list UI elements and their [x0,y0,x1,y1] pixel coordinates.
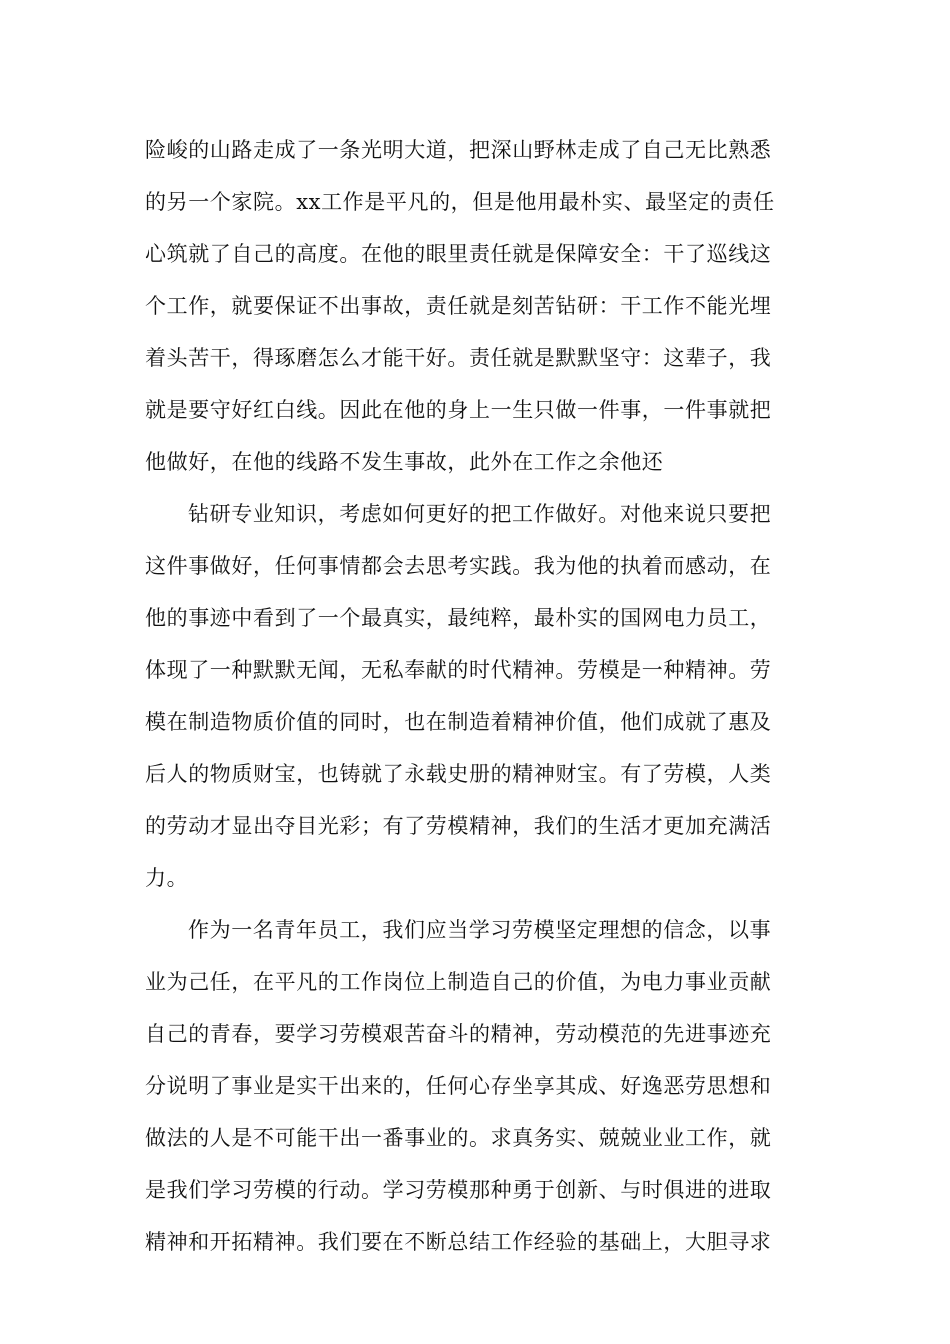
text-line: 是我们学习劳模的行动。学习劳模那种勇于创新、与时俱进的进取 [145,1178,772,1202]
text-line: 精神和开拓精神。我们要在不断总结工作经验的基础上，大胆寻求 [145,1230,772,1254]
text-line: 心筑就了自己的高度。在他的眼里责任就是保障安全：干了巡线这 [145,242,772,266]
text-line: 着头苦干，得琢磨怎么才能干好。责任就是默默坚守：这辈子，我 [145,346,772,370]
body-text [145,124,815,1268]
text-line: 这件事做好，任何事情都会去思考实践。我为他的执着而感动，在 [145,554,772,578]
text-line: 做法的人是不可能干出一番事业的。求真务实、兢兢业业工作，就 [145,1126,772,1150]
text-line: 他的事迹中看到了一个最真实，最纯粹，最朴实的国网电力员工， [145,606,772,630]
text-line: 后人的物质财宝，也铸就了永载史册的精神财宝。有了劳模，人类 [145,762,772,786]
text-line: 模在制造物质价值的同时，也在制造着精神价值，他们成就了惠及 [145,710,772,734]
text-line: 分说明了事业是实干出来的，任何心存坐享其成、好逸恶劳思想和 [145,1074,772,1098]
text-line: 自己的青春，要学习劳模艰苦奋斗的精神，劳动模范的先进事迹充 [145,1022,772,1046]
text-line: 险峻的山路走成了一条光明大道，把深山野林走成了自己无比熟悉 [145,138,772,162]
text-line: 作为一名青年员工，我们应当学习劳模坚定理想的信念，以事 [188,918,772,942]
text-line: 体现了一种默默无闻，无私奉献的时代精神。劳模是一种精神。劳 [145,658,772,682]
text-line: 他做好，在他的线路不发生事故，此外在工作之余他还 [145,450,664,474]
text-line: 的另一个家院。xx工作是平凡的，但是他用最朴实、最坚定的责任 [145,190,775,214]
text-line: 业为己任，在平凡的工作岗位上制造自己的价值，为电力事业贡献 [145,970,772,994]
text-line: 就是要守好红白线。因此在他的身上一生只做一件事，一件事就把 [145,398,772,422]
text-line: 个工作，就要保证不出事故，责任就是刻苦钻研：干工作不能光埋 [145,294,772,318]
text-line: 钻研专业知识，考虑如何更好的把工作做好。对他来说只要把 [188,502,772,526]
text-line: 力。 [145,866,189,890]
text-line: 的劳动才显出夺目光彩；有了劳模精神，我们的生活才更加充满活 [145,814,772,838]
